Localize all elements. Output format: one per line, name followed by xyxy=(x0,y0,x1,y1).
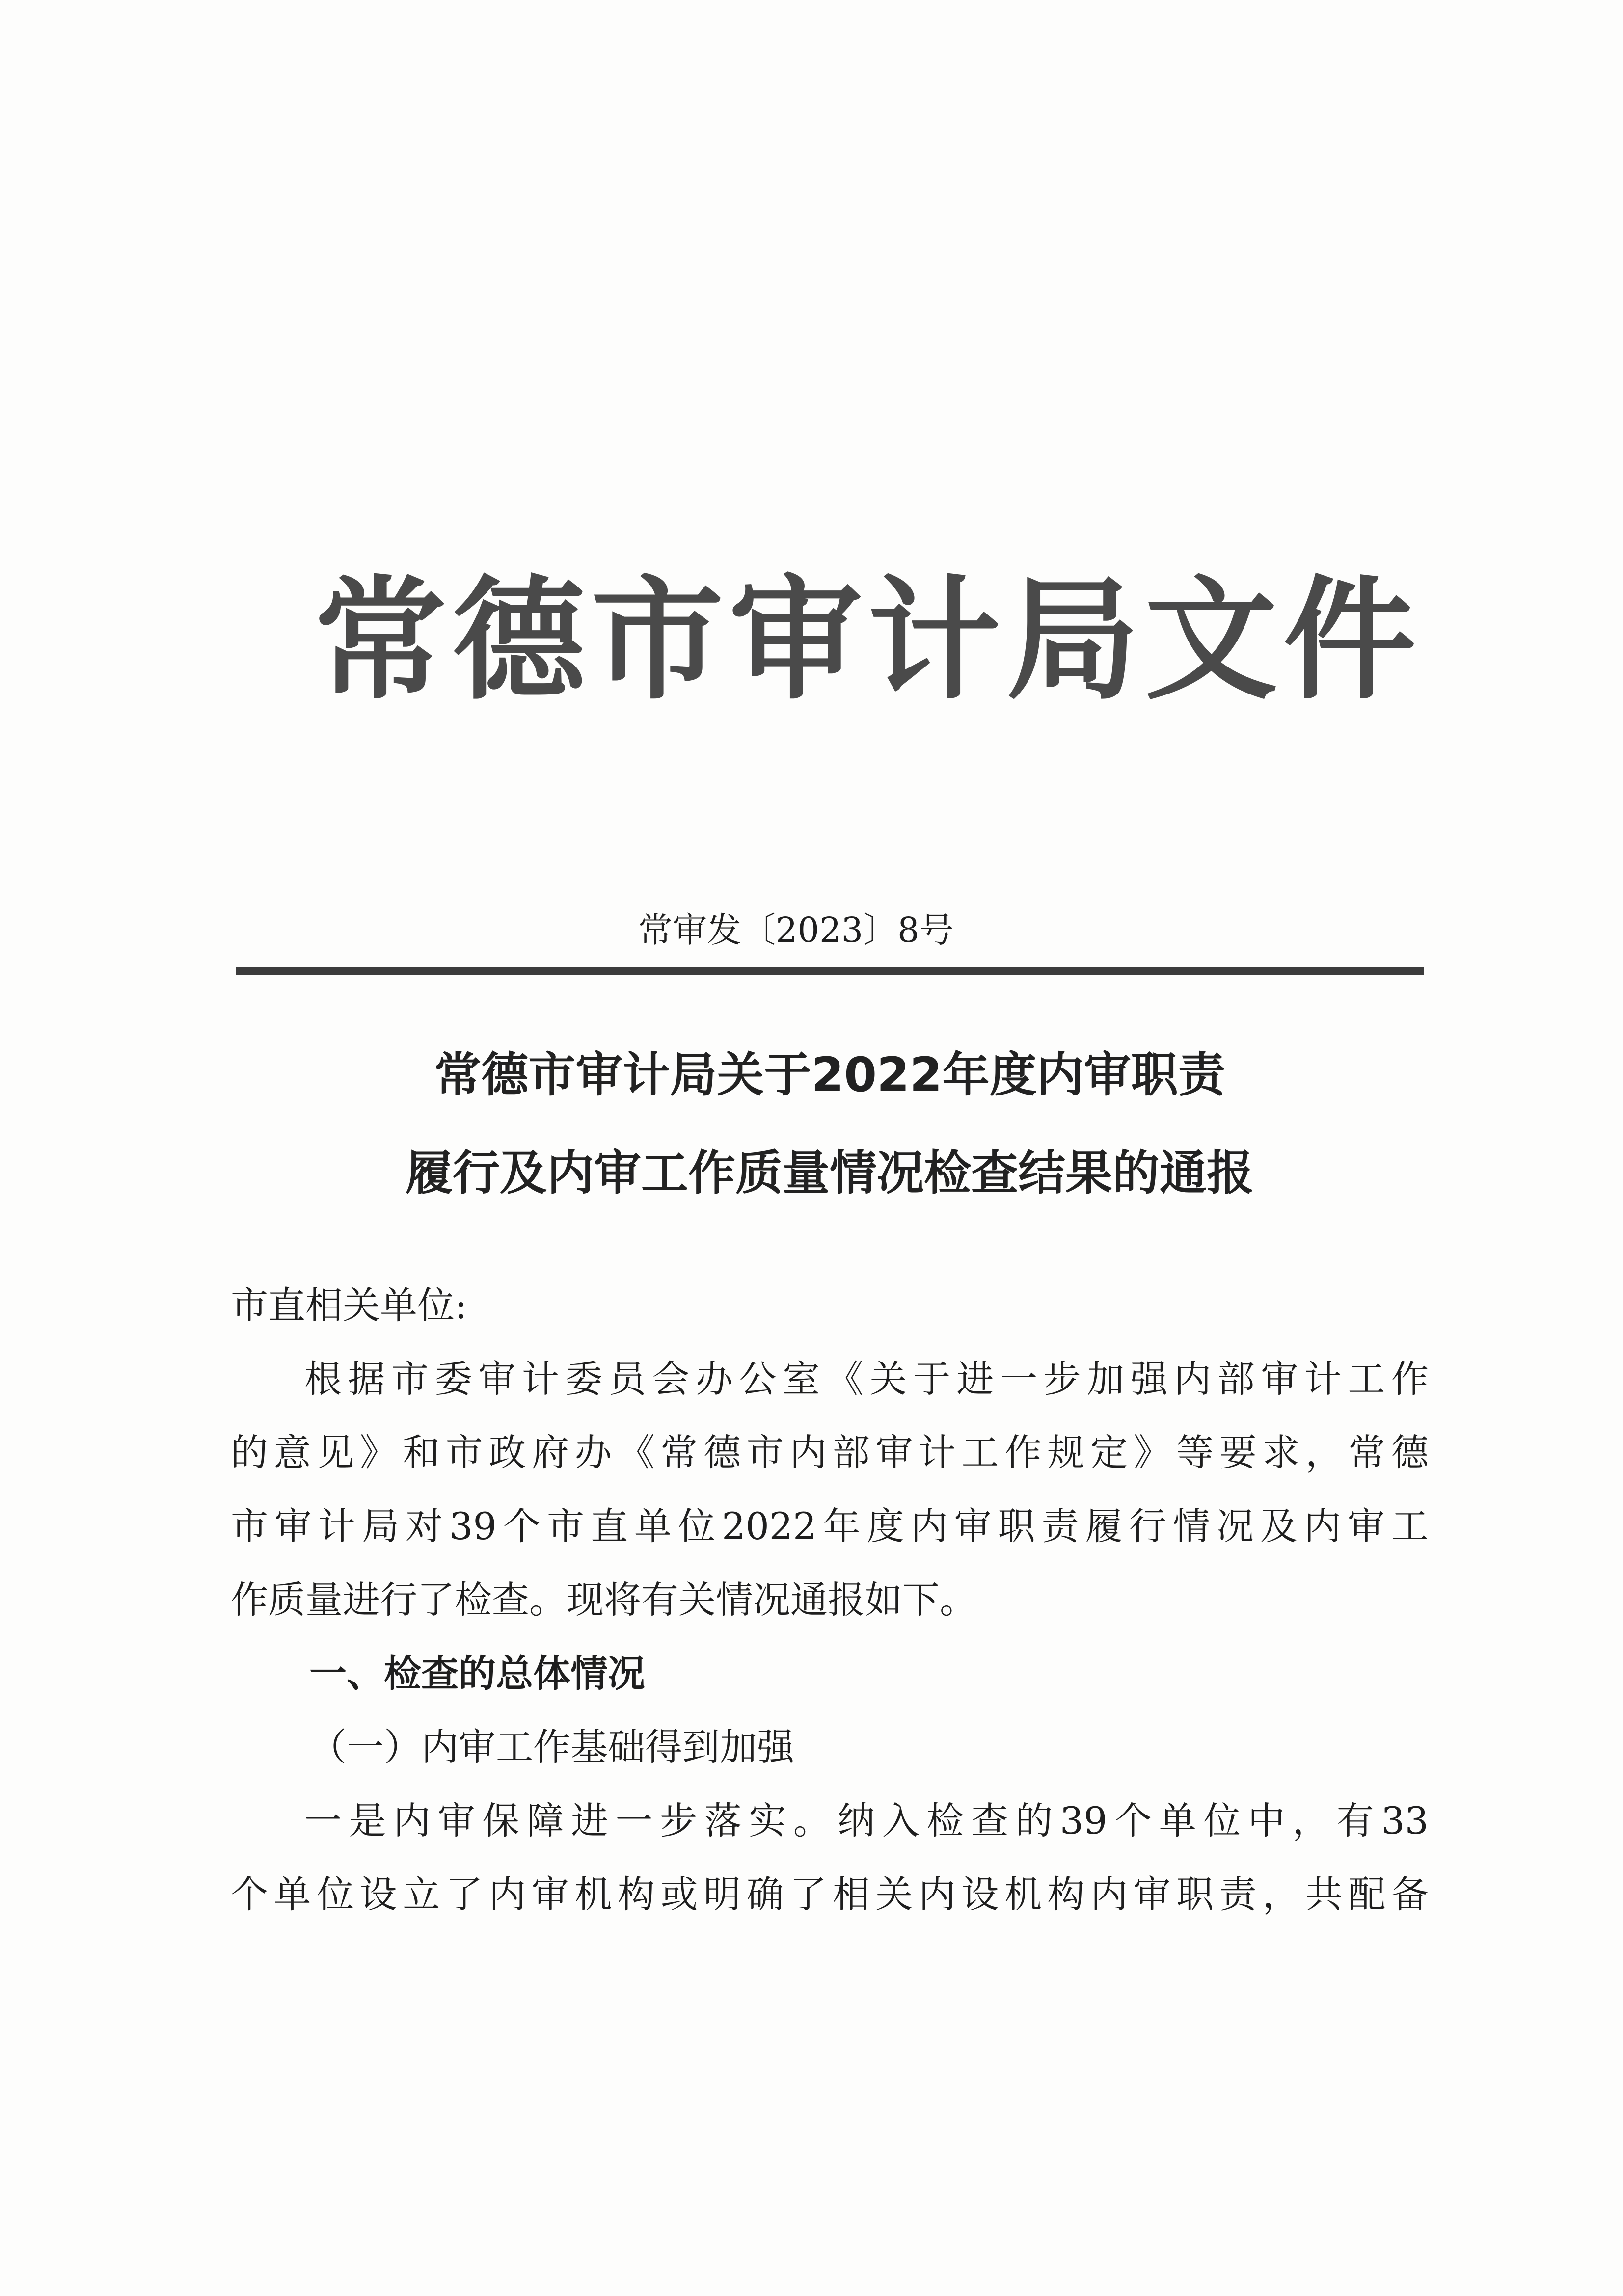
salutation: 市直相关单位: xyxy=(231,1283,467,1327)
paragraph-line: 市审计局对39个市直单位2022年度内审职责履行情况及内审工 xyxy=(231,1504,1429,1548)
paragraph-line: 根据市委审计委员会办公室《关于进一步加强内部审计工作 xyxy=(304,1357,1429,1401)
document-title-line-1: 常德市审计局关于2022年度内审职责 xyxy=(434,1047,1225,1102)
paragraph-line: 的意见》和市政府办《常德市内部审计工作规定》等要求，常德 xyxy=(231,1431,1429,1474)
document-title xyxy=(236,1026,1424,1222)
paragraph-line: 个单位设立了内审机构或明确了相关内设机构内审职责，共配备 xyxy=(231,1872,1429,1916)
paragraph-line: 一是内审保障进一步落实。纳入检查的39个单位中，有33 xyxy=(304,1799,1429,1842)
header-divider xyxy=(236,967,1424,975)
subsection-heading: （一）内审工作基础得到加强 xyxy=(309,1725,794,1769)
paragraph-line: 作质量进行了检查。现将有关情况通报如下。 xyxy=(231,1578,977,1622)
section-heading: 一、检查的总体情况 xyxy=(309,1652,645,1695)
org-header-title: 常德市审计局文件 xyxy=(314,563,1422,718)
document-number: 常审发〔2023〕8号 xyxy=(638,910,954,950)
document-title-line-2: 履行及内审工作质量情况检查结果的通报 xyxy=(406,1146,1254,1201)
